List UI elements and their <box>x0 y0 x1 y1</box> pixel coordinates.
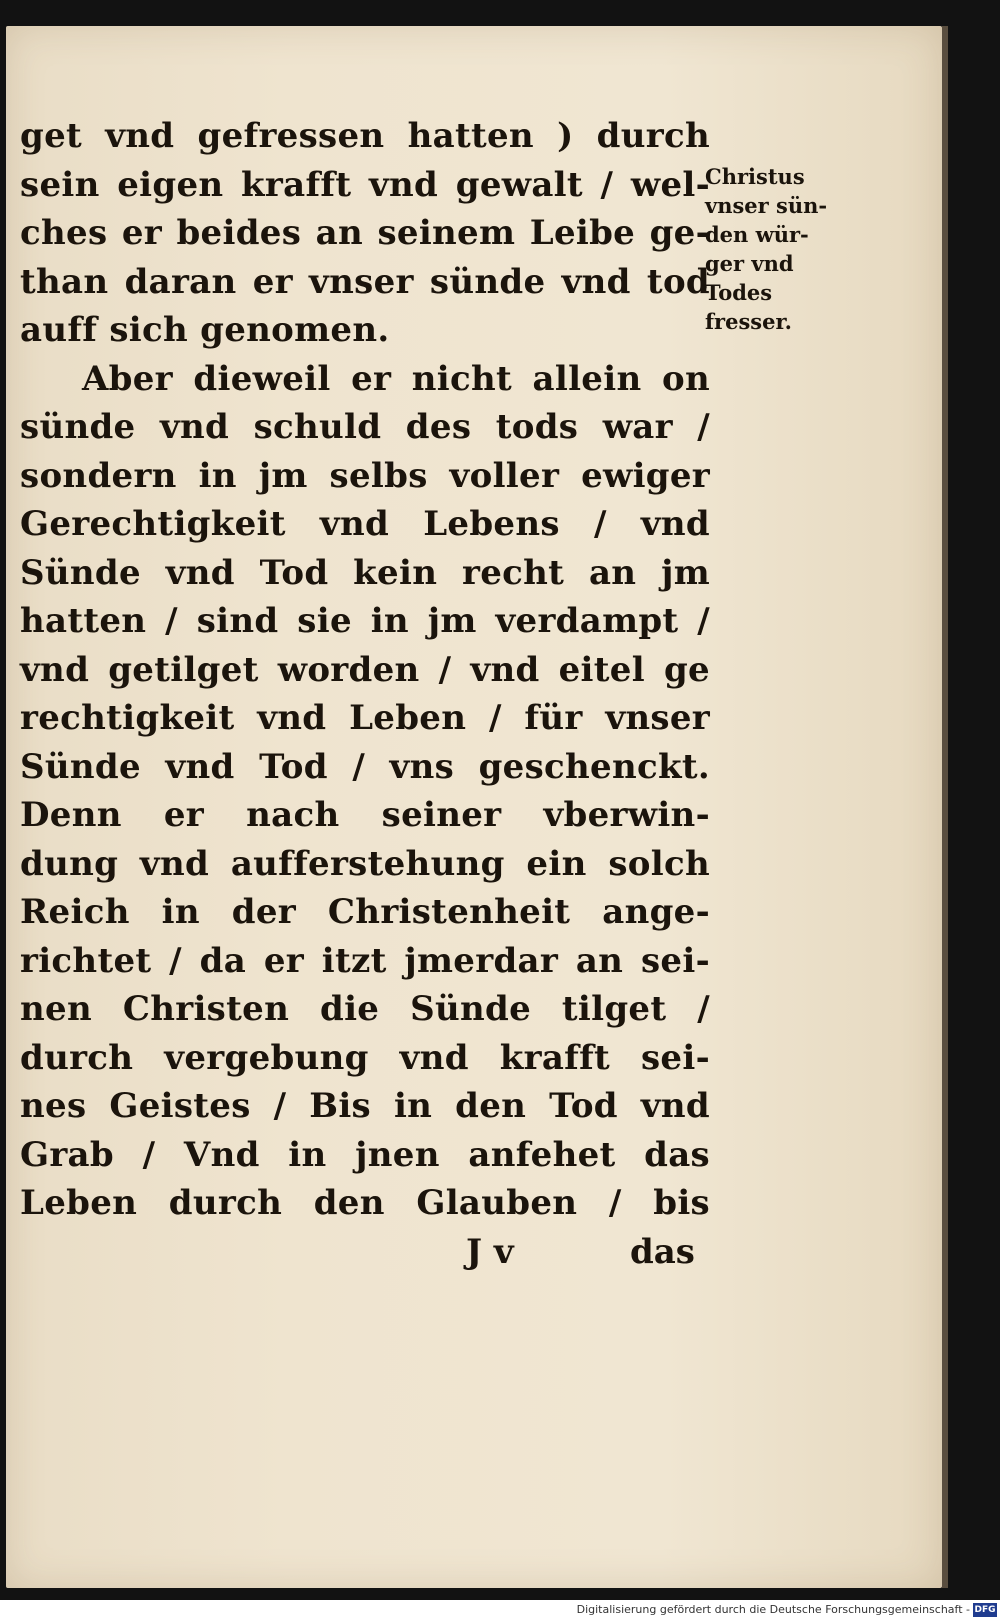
text-line: Gerechtigkeit vnd Lebens / vnd <box>20 504 710 544</box>
marginal-note <box>705 162 827 336</box>
text-line: sondern in jm selbs voller ewiger <box>20 455 710 496</box>
footer-bar <box>0 1600 1000 1621</box>
text-line: vnd getilget worden / vnd eitel ge <box>20 649 710 690</box>
text-line: hatten / sind sie in jm verdampt / <box>20 601 710 641</box>
text-line: Reich in der Christenheit ange- <box>20 892 710 932</box>
text-line: durch vergebung vnd krafft sei- <box>20 1037 710 1078</box>
margin-note-line: Todes <box>705 280 773 305</box>
text-line: Leben durch den Glauben / bis <box>20 1183 710 1223</box>
text-line: Denn er nach seiner vberwin- <box>20 795 710 835</box>
text-line: nes Geistes / Bis in den Tod vnd <box>20 1086 710 1126</box>
text-line: sein eigen krafft vnd gewalt / wel- <box>20 164 710 205</box>
text-line: auff sich genomen. <box>20 310 390 350</box>
catchword: das <box>630 1232 695 1272</box>
text-line: nen Christen die Sünde tilget / <box>20 989 710 1029</box>
signature-mark: J v <box>466 1232 514 1272</box>
text-line: rechtigkeit vnd Leben / für vnser <box>20 698 710 738</box>
text-line: than daran er vnser sünde vnd tod <box>20 261 710 302</box>
text-line: Sünde vnd Tod / vns geschenckt. <box>20 746 710 787</box>
margin-note-line: den wür- <box>705 222 809 247</box>
text-line: Sünde vnd Tod kein recht an jm <box>20 552 710 593</box>
text-line: get vnd gefressen hatten ) durch <box>20 116 710 156</box>
margin-note-line: fresser. <box>705 309 792 334</box>
main-text-block <box>20 112 710 1228</box>
funding-credit: Digitalisierung gefördert durch die Deutsche Forschungsgemeinschaft - <box>576 1603 970 1616</box>
text-line: Grab / Vnd in jnen anfehet das <box>20 1134 710 1175</box>
text-line: dung vnd aufferstehung ein solch <box>20 843 710 884</box>
margin-note-line: ger vnd <box>705 251 794 276</box>
text-line: sünde vnd schuld des tods war / <box>20 407 710 447</box>
margin-note-line: Christus <box>705 164 805 189</box>
text-line: Aber dieweil er nicht allein on <box>82 358 710 399</box>
dfg-logo: DFG <box>974 1605 996 1615</box>
page-edge <box>942 26 948 1588</box>
text-line: ches er beides an seinem Leibe ge- <box>20 213 710 253</box>
text-line: richtet / da er itzt jmerdar an sei- <box>20 940 710 981</box>
margin-note-line: vnser sün- <box>705 193 828 218</box>
